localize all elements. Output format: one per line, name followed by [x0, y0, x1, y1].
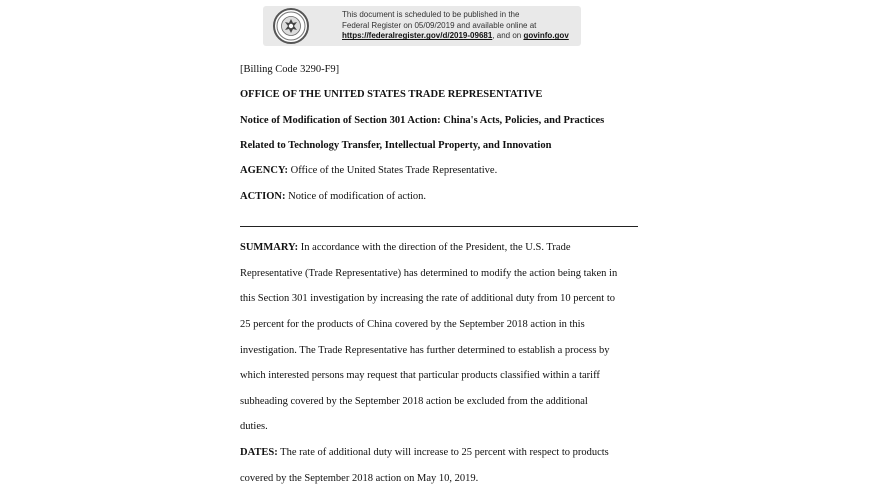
agency-text: Office of the United States Trade Representative. [288, 165, 498, 176]
notice-title-line-2: Related to Technology Transfer, Intellectual Property, and Innovation [240, 140, 552, 151]
action-label: ACTION: [240, 191, 286, 202]
ustr-seal-icon [273, 8, 309, 44]
summary-line-6: which interested persons may request that particular products classified within a tariff [240, 370, 600, 381]
dates-label: DATES: [240, 447, 278, 458]
section-divider [240, 226, 638, 227]
banner-line-1: This document is scheduled to be published in the [342, 10, 520, 20]
action-line [240, 190, 426, 203]
govinfo-link[interactable]: govinfo.gov [523, 31, 569, 41]
agency-label: AGENCY: [240, 165, 289, 176]
summary-line-4: 25 percent for the products of China covered by the September 2018 action in this [240, 319, 585, 330]
federal-register-link[interactable]: https://federalregister.gov/d/2019-09681 [342, 31, 493, 41]
summary-label: SUMMARY: [240, 242, 299, 253]
banner-link-suffix: , and on [492, 31, 524, 41]
summary-line-7: subheading covered by the September 2018 action be excluded from the additional [240, 396, 588, 407]
summary-line-3: this Section 301 investigation by increasing the rate of additional duty from 10 percent to [240, 293, 615, 304]
dates-line-2: covered by the September 2018 action on May 10, 2019. [240, 473, 479, 484]
agency-line [240, 164, 497, 177]
dates-line-1 [240, 446, 609, 459]
office-heading: OFFICE OF THE UNITED STATES TRADE REPRESENTATIVE [240, 89, 543, 100]
banner-line-3 [342, 31, 569, 42]
summary-line-5: investigation. The Trade Representative has further determined to establish a process by [240, 345, 610, 356]
summary-text-1: In accordance with the direction of the President, the U.S. Trade [298, 242, 571, 253]
banner-line-2: Federal Register on 05/09/2019 and available online at [342, 20, 537, 30]
action-text: Notice of modification of action. [285, 191, 427, 202]
summary-line-1 [240, 241, 571, 254]
notice-title-line-1: Notice of Modification of Section 301 Action: China's Acts, Policies, and Practices [240, 115, 605, 126]
dates-text-1: The rate of additional duty will increase to 25 percent with respect to products [277, 447, 609, 458]
summary-line-8: duties. [240, 421, 268, 432]
banner-text [342, 10, 569, 42]
billing-code: [Billing Code 3290-F9] [240, 64, 340, 75]
federal-register-banner [263, 6, 581, 46]
summary-line-2: Representative (Trade Representative) has determined to modify the action being taken in [240, 268, 618, 279]
